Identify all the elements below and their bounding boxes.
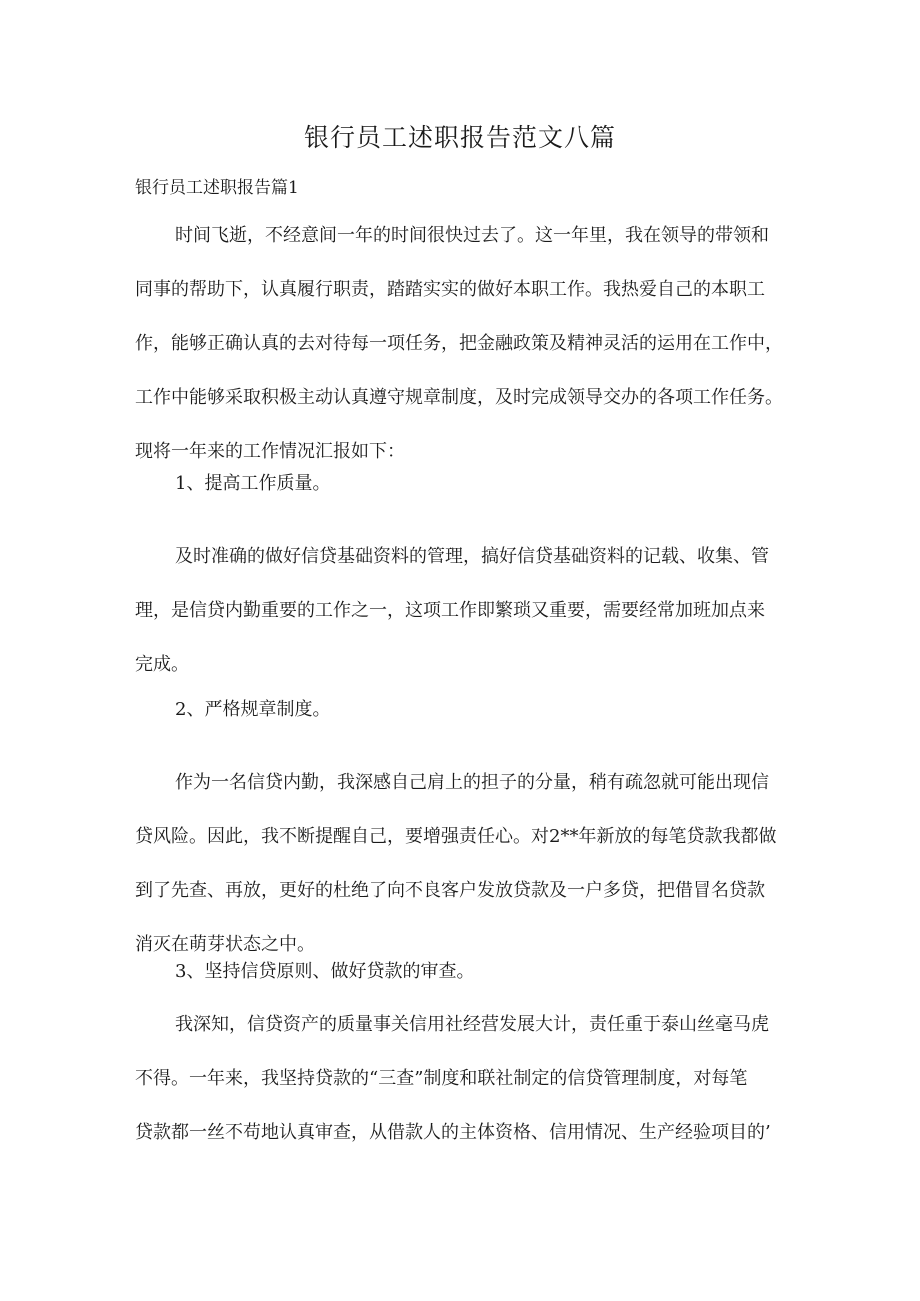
document-title: 银行员工述职报告范文八篇	[303, 123, 616, 152]
intro-line: 同事的帮助下，认真履行职责，踏踏实实的做好本职工作。我热爱自己的本职工	[135, 279, 765, 300]
section-2-line: 作为一名信贷内勤，我深感自己肩上的担子的分量，稍有疏忽就可能出现信	[175, 772, 769, 793]
section-3-heading: 3、坚持信贷原则、做好贷款的审查。	[175, 961, 475, 982]
section-1-paragraph	[135, 530, 795, 692]
section-2-heading: 2、严格规章制度。	[175, 699, 331, 720]
section-3-line: 不得。一年来，我坚持贷款的“三查”制度和联社制定的信贷管理制度，对每笔	[135, 1068, 748, 1089]
section-2-line: 消灭在萌芽状态之中。	[135, 934, 315, 955]
section-3-paragraph	[135, 998, 795, 1160]
intro-paragraph	[135, 209, 795, 479]
report-subtitle: 银行员工述职报告篇1	[135, 178, 299, 198]
intro-line: 时间飞逝，不经意间一年的时间很快过去了。这一年里，我在领导的带领和	[175, 225, 769, 246]
intro-line: 作，能够正确认真的去对待每一项任务，把金融政策及精神灵活的运用在工作中，	[135, 333, 783, 354]
section-1-heading: 1、提高工作质量。	[175, 473, 331, 494]
intro-line: 现将一年来的工作情况汇报如下：	[135, 441, 405, 462]
section-2-paragraph	[135, 756, 795, 972]
section-1-line: 及时准确的做好信贷基础资料的管理，搞好信贷基础资料的记载、收集、管	[175, 546, 769, 567]
section-2-line: 贷风险。因此，我不断提醒自己，要增强责任心。对2**年新放的每笔贷款我都做	[135, 826, 777, 847]
intro-line: 工作中能够采取积极主动认真遵守规章制度，及时完成领导交办的各项工作任务。	[135, 387, 783, 408]
section-3-line: 贷款都一丝不苟地认真审查，从借款人的主体资格、信用情况、生产经验项目的’	[135, 1122, 771, 1143]
section-1-line: 理，是信贷内勤重要的工作之一，这项工作即繁琐又重要，需要经常加班加点来	[135, 600, 765, 621]
section-2-line: 到了先查、再放，更好的杜绝了向不良客户发放贷款及一户多贷，把借冒名贷款	[135, 880, 765, 901]
section-1-line: 完成。	[135, 654, 189, 675]
section-3-line: 我深知，信贷资产的质量事关信用社经营发展大计，责任重于泰山丝毫马虎	[175, 1014, 769, 1035]
